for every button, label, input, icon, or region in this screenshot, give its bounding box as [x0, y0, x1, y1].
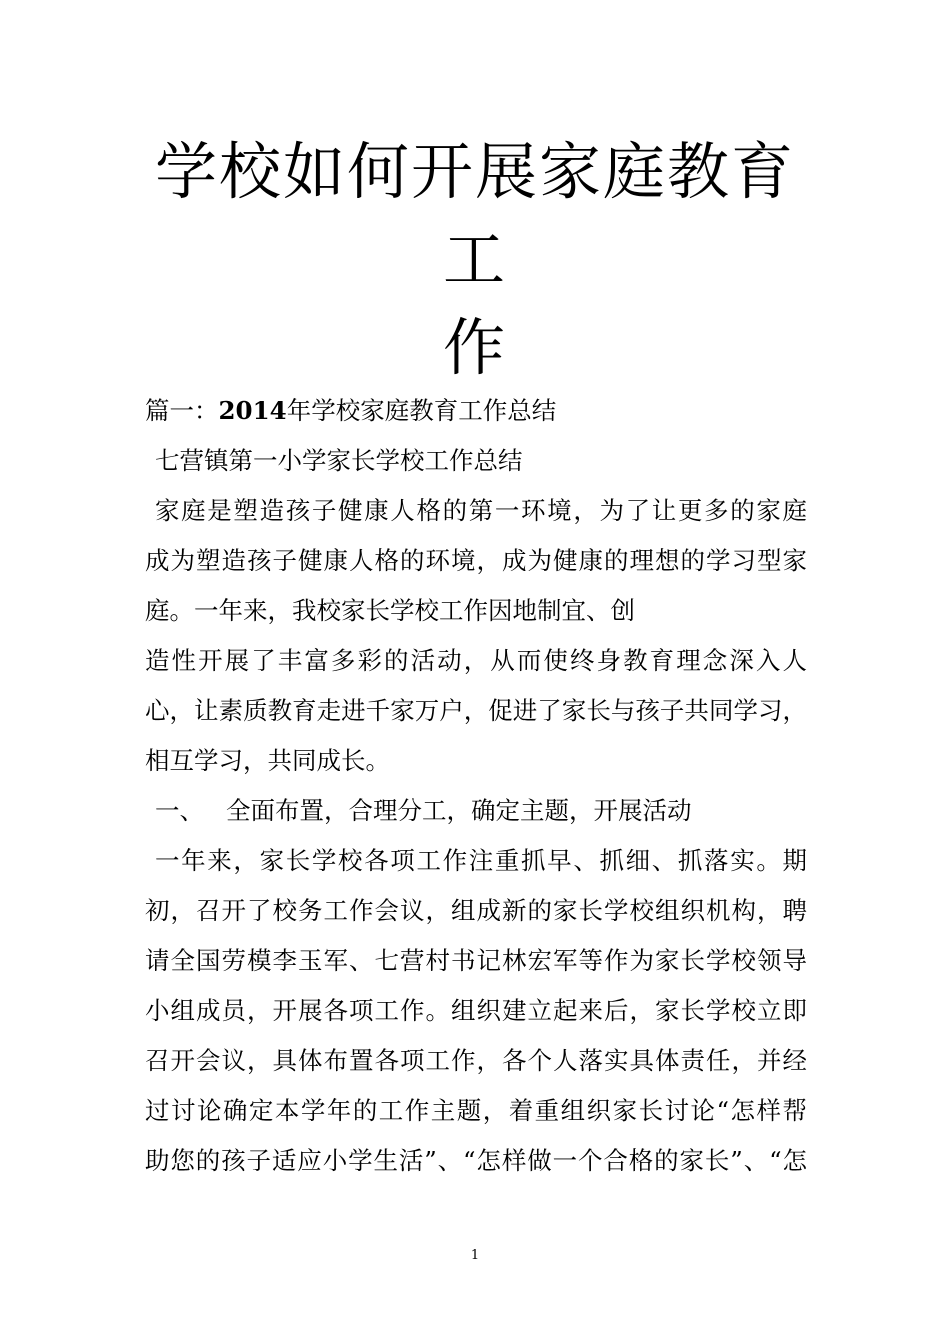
- section-1-title: 全面布置，合理分工，确定主题，开展活动: [226, 796, 692, 825]
- document-title: [145, 128, 805, 392]
- paragraph-2-line: 小组成员，开展各项工作。组织建立起来后，家长学校立即: [145, 996, 807, 1025]
- subtitle: 七营镇第一小学家长学校工作总结: [155, 446, 523, 475]
- title-line-1: 学校如何开展家庭教育工: [154, 135, 795, 296]
- paragraph-2-line: 助您的孩子适应小学生活”、“怎样做一个合格的家长”、“怎: [145, 1146, 807, 1175]
- paragraph-1-line: 相互学习，共同成长。: [145, 746, 390, 775]
- paragraph-1-line: 造性开展了丰富多彩的活动，从而使终身教育理念深入人: [145, 646, 807, 675]
- section-1-heading: [145, 786, 807, 836]
- heading-year: 2014: [218, 396, 287, 425]
- heading-prefix: 篇一：: [145, 396, 219, 425]
- section-1-number: 一、: [155, 796, 204, 825]
- page-number: 1: [470, 1248, 480, 1263]
- paragraph-2-line: 一年来，家长学校各项工作注重抓早、抓细、抓落实。期: [155, 846, 807, 875]
- paragraph-2-line: 召开会议，具体布置各项工作，各个人落实具体责任，并经: [145, 1046, 807, 1075]
- heading-suffix: 年学校家庭教育工作总结: [286, 396, 557, 425]
- paragraph-1-line: 心，让素质教育走进千家万户，促进了家长与孩子共同学习，: [145, 696, 807, 725]
- paragraph-2-line: 过讨论确定本学年的工作主题，着重组织家长讨论“怎样帮: [145, 1096, 807, 1125]
- paragraph-2-line: 请全国劳模李玉军、七营村书记林宏军等作为家长学校领导: [145, 946, 807, 975]
- paragraph-2-line: 初，召开了校务工作会议，组成新的家长学校组织机构，聘: [145, 896, 807, 925]
- section-heading: [145, 386, 807, 436]
- document-body: [145, 386, 807, 1186]
- paragraph-1-line: 成为塑造孩子健康人格的环境，成为健康的理想的学习型家: [145, 546, 807, 575]
- paragraph-1-line: 庭。一年来，我校家长学校工作因地制宜、创: [145, 596, 635, 625]
- paragraph-1-line: 家庭是塑造孩子健康人格的第一环境，为了让更多的家庭: [155, 496, 807, 525]
- title-line-2: 作: [442, 311, 507, 384]
